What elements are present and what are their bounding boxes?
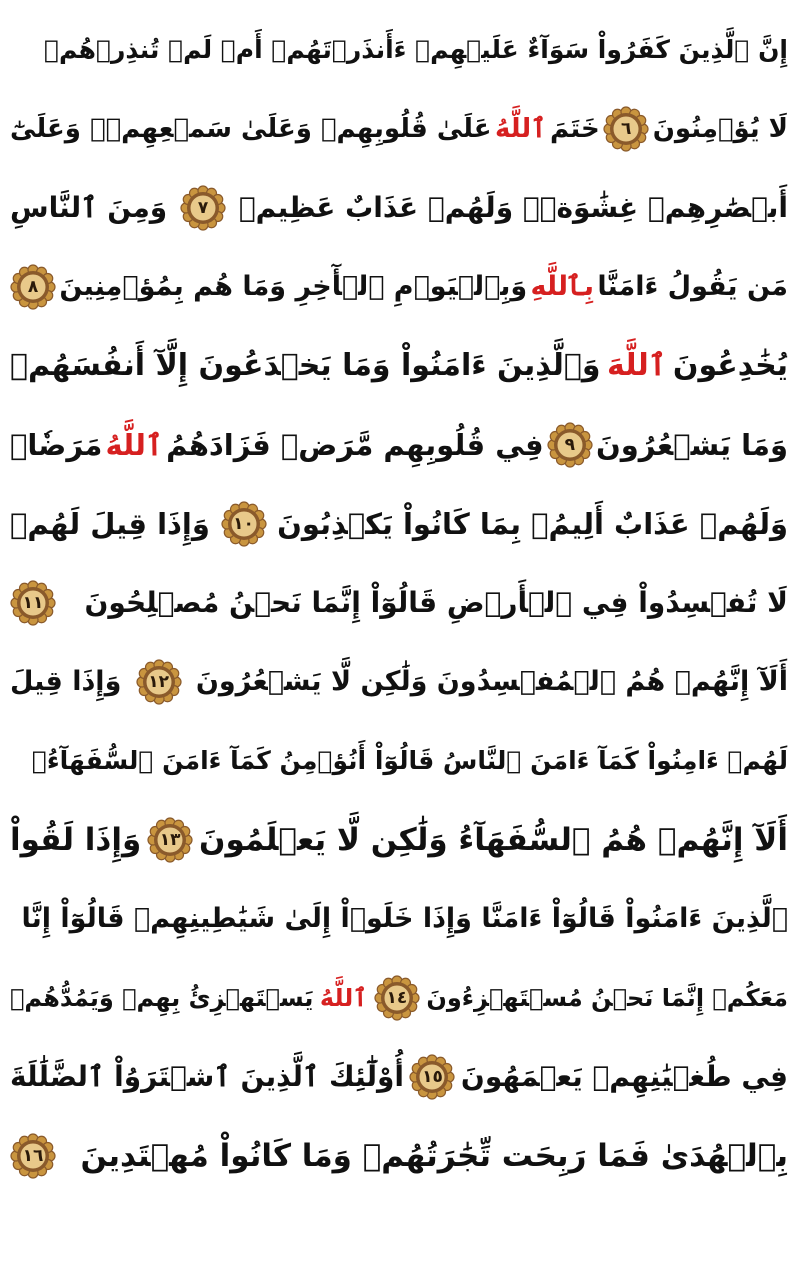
verse-text: إِنَّ ٱلَّذِينَ كَفَرُواْ سَوَآءٌ عَلَيۡهِمۡ ءَأَنذَرۡتَهُمۡ أَمۡ لَمۡ تُنذِرۡهُمۡ	[44, 35, 788, 64]
verse-text: وَإِذَا لَقُواْ	[10, 821, 142, 858]
text-line	[10, 958, 788, 1037]
verse-text: بِٱلۡهُدَىٰ فَمَا رَبِحَت تِّجَٰرَتُهُمۡ وَمَا كَانُواْ مُهۡتَدِينَ	[80, 1137, 788, 1174]
verse-text: وَإِذَا قِيلَ	[10, 666, 122, 697]
ayah-number: ١١	[22, 592, 44, 613]
verse-text: وَمِنَ ٱلنَّاسِ	[10, 191, 168, 224]
verse-text: يَسۡتَهۡزِئُ بِهِمۡ وَيَمُدُّهُمۡ	[10, 983, 314, 1012]
verse-text: لَا يُؤۡمِنُونَ	[652, 113, 788, 144]
ayah-number: ٩	[564, 434, 576, 455]
ayah-number: ٧	[197, 197, 209, 218]
verse-text: وَبِٱلۡيَوۡمِ ٱلۡأٓخِرِ وَمَا هُم بِمُؤۡمِنِينَ	[59, 271, 528, 302]
text-line	[10, 800, 788, 879]
divine-name: بِٱللَّهِ	[530, 271, 595, 302]
text-line	[10, 89, 788, 168]
ayah-end-marker	[10, 1133, 56, 1179]
ayah-end-marker	[147, 817, 193, 863]
ayah-number: ١٤	[386, 987, 408, 1008]
verse-text: وَمَا يَشۡعُرُونَ	[596, 427, 788, 462]
verse-text: ٱلَّذِينَ ءَامَنُواْ قَالُوٓاْ ءَامَنَّا وَإِذَا خَلَوۡاْ إِلَىٰ شَيَٰطِينِهِمۡ قَالُوٓاْ إِنَّا	[21, 903, 788, 934]
ayah-end-marker	[374, 975, 420, 1021]
text-line	[10, 405, 788, 484]
ayah-number: ٦	[621, 118, 632, 139]
verse-text: مَن يَقُولُ ءَامَنَّا	[597, 271, 788, 302]
verse-text: وَإِذَا قِيلَ لَهُمۡ	[10, 506, 210, 541]
divine-name: ٱللَّهُ	[495, 113, 547, 144]
verse-text: وَٱلَّذِينَ ءَامَنُواْ وَمَا يَخۡدَعُونَ إِلَّآ أَنفُسَهُمۡ	[10, 348, 601, 383]
text-line	[10, 1037, 788, 1116]
verse-text: عَلَىٰ قُلُوبِهِمۡ وَعَلَىٰ سَمۡعِهِمۡۖ وَعَلَىٰٓ	[10, 113, 492, 144]
text-line	[10, 247, 788, 326]
text-line	[10, 1116, 788, 1195]
verse-text: فِي طُغۡيَٰنِهِمۡ يَعۡمَهُونَ	[460, 1060, 788, 1093]
verse-text: لَا تُفۡسِدُواْ فِي ٱلۡأَرۡضِ قَالُوٓاْ إِنَّمَا نَحۡنُ مُصۡلِحُونَ	[84, 586, 788, 619]
divine-name: ٱللَّهُ	[319, 983, 368, 1012]
verse-text: أَبۡصَٰرِهِمۡ غِشَٰوَةٞۖ وَلَهُمۡ عَذَابٌ عَظِيمٞ	[238, 191, 788, 224]
ayah-end-marker	[136, 659, 182, 705]
text-line	[10, 326, 788, 405]
verse-text: أَلَآ إِنَّهُمۡ هُمُ ٱلسُّفَهَآءُ وَلَٰكِن لَّا يَعۡلَمُونَ	[199, 821, 788, 858]
text-line	[10, 10, 788, 89]
ayah-number: ١٥	[422, 1066, 443, 1087]
ayah-end-marker	[180, 185, 226, 231]
verse-text: يُخَٰدِعُونَ	[672, 348, 788, 383]
verse-text: أُوْلَٰٓئِكَ ٱلَّذِينَ ٱشۡتَرَوُاْ ٱلضَّلَٰلَةَ	[10, 1060, 405, 1093]
text-line	[10, 484, 788, 563]
ayah-end-marker	[603, 106, 649, 152]
ayah-number: ٨	[27, 276, 39, 297]
text-line	[10, 879, 788, 958]
ayah-number: ١٣	[159, 829, 181, 850]
ayah-end-marker	[409, 1054, 455, 1100]
verse-text: لَهُمۡ ءَامِنُواْ كَمَآ ءَامَنَ ٱلنَّاسُ قَالُوٓاْ أَنُؤۡمِنُ كَمَآ ءَامَنَ ٱلسُّفَهَآءُۗ	[31, 746, 788, 775]
ayah-number: ١٠	[233, 513, 254, 534]
verse-text: فِي قُلُوبِهِم مَّرَضٞ فَزَادَهُمُ	[166, 427, 544, 462]
text-line	[10, 168, 788, 247]
ayah-number: ١٦	[22, 1145, 44, 1166]
divine-name: ٱللَّهُ	[105, 427, 163, 462]
verse-text: خَتَمَ	[549, 113, 600, 144]
ayah-end-marker	[547, 422, 593, 468]
ayah-number: ١٢	[148, 671, 169, 692]
ayah-end-marker	[10, 580, 56, 626]
text-line	[10, 721, 788, 800]
text-line	[10, 642, 788, 721]
divine-name: ٱللَّهَ	[607, 348, 667, 383]
text-line	[10, 563, 788, 642]
ayah-end-marker	[221, 501, 267, 547]
verse-text: وَلَهُمۡ عَذَابٌ أَلِيمُۢ بِمَا كَانُواْ يَكۡذِبُونَ	[277, 506, 788, 541]
verse-text: مَرَضٗاۖ	[10, 427, 103, 462]
ayah-end-marker	[10, 264, 56, 310]
verse-text: أَلَآ إِنَّهُمۡ هُمُ ٱلۡمُفۡسِدُونَ وَلَٰكِن لَّا يَشۡعُرُونَ	[195, 666, 788, 697]
verse-text: مَعَكُمۡ إِنَّمَا نَحۡنُ مُسۡتَهۡزِءُونَ	[426, 983, 788, 1012]
